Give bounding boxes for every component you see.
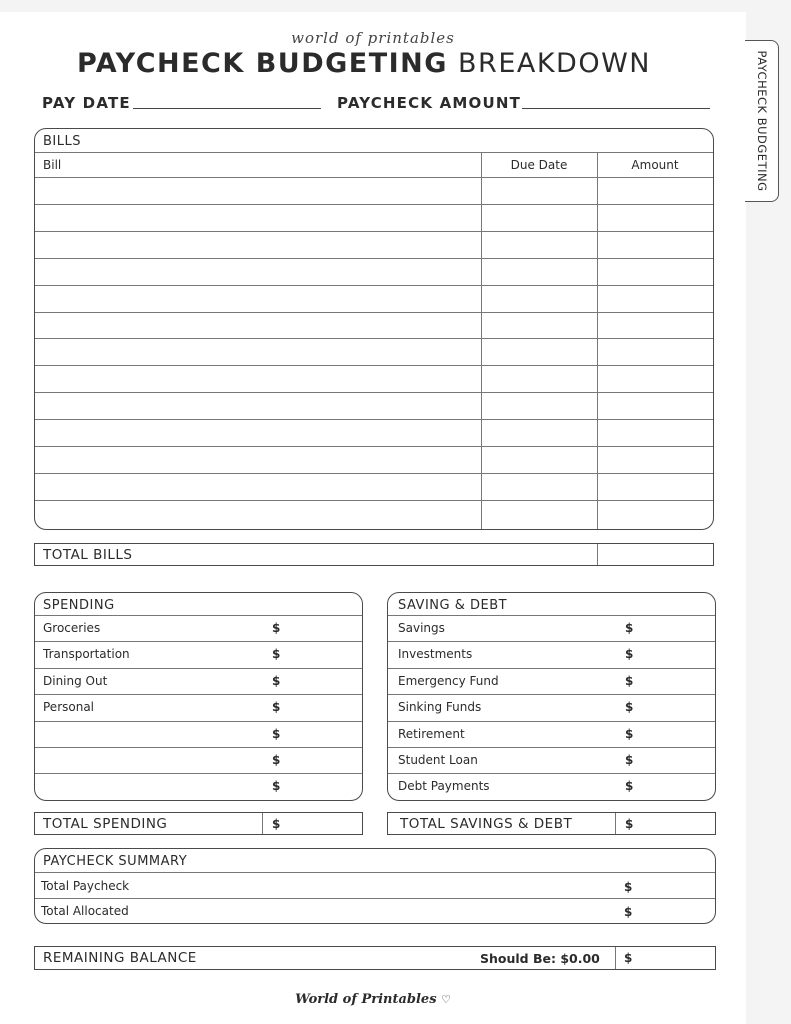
divider (35, 898, 715, 899)
pay-date-field[interactable] (133, 108, 321, 109)
dollar-sign: $ (625, 621, 634, 635)
dollar-sign: $ (272, 779, 281, 794)
summary-total-paycheck-label: Total Paycheck (41, 879, 130, 893)
side-tab-label: PAYCHECK BUDGETING (754, 50, 769, 192)
total-bills-row (34, 543, 714, 566)
list-item[interactable] (388, 747, 715, 773)
total-bills-label: TOTAL BILLS (43, 547, 133, 563)
list-item[interactable] (388, 641, 715, 667)
spending-header: SPENDING (43, 598, 115, 613)
column-header-bill: Bill (43, 158, 62, 172)
list-item[interactable] (35, 668, 362, 694)
bill-row[interactable] (35, 204, 713, 231)
heart-icon: ♡ (441, 993, 451, 1006)
pay-date-label: PAY DATE (42, 94, 131, 112)
dollar-sign: $ (625, 647, 634, 662)
paycheck-summary-table (34, 848, 716, 924)
paycheck-amount-field[interactable] (522, 108, 710, 109)
bill-row[interactable] (35, 446, 713, 473)
should-be-note: Should Be: $0.00 (480, 951, 600, 966)
divider (35, 872, 715, 873)
divider (615, 947, 616, 969)
list-item[interactable] (35, 721, 362, 747)
list-item[interactable] (388, 721, 715, 747)
dollar-sign: $ (272, 700, 281, 715)
dollar-sign: $ (624, 951, 633, 965)
bills-table (34, 128, 714, 530)
title-bold: PAYCHECK BUDGETING (76, 48, 448, 79)
list-item[interactable] (388, 694, 715, 720)
item-label: Retirement (398, 726, 465, 741)
list-item[interactable] (388, 615, 715, 641)
dollar-sign: $ (624, 905, 633, 919)
bill-row[interactable] (35, 500, 713, 527)
dollar-sign: $ (272, 817, 281, 831)
dollar-sign: $ (624, 880, 633, 894)
title-light: BREAKDOWN (458, 48, 651, 79)
bill-row[interactable] (35, 419, 713, 446)
column-header-due-date: Due Date (510, 158, 568, 172)
remaining-balance-label: REMAINING BALANCE (43, 950, 197, 966)
bill-row[interactable] (35, 365, 713, 392)
bill-row[interactable] (35, 338, 713, 365)
summary-total-allocated-label: Total Allocated (41, 904, 129, 918)
item-label: Investments (398, 647, 473, 662)
total-savings-debt-label: TOTAL SAVINGS & DEBT (400, 816, 573, 832)
item-label: Transportation (43, 647, 130, 662)
bill-row[interactable] (35, 312, 713, 339)
item-label: Groceries (43, 621, 101, 635)
column-header-amount: Amount (631, 158, 679, 172)
item-label: Student Loan (398, 753, 478, 767)
dollar-sign: $ (272, 647, 281, 662)
bill-row[interactable] (35, 231, 713, 258)
bill-row[interactable] (35, 285, 713, 312)
divider (262, 813, 263, 834)
list-item[interactable] (388, 773, 715, 799)
dollar-sign: $ (272, 726, 281, 741)
item-label: Debt Payments (398, 779, 490, 794)
bill-row[interactable] (35, 473, 713, 500)
dollar-sign: $ (625, 726, 634, 741)
dollar-sign: $ (625, 700, 634, 715)
divider (615, 813, 616, 834)
list-item[interactable] (35, 773, 362, 799)
paycheck-amount-label: PAYCHECK AMOUNT (337, 94, 522, 112)
item-label: Personal (43, 700, 95, 715)
dollar-sign: $ (625, 673, 634, 688)
brand-script: world of printables (291, 29, 455, 47)
item-label: Sinking Funds (398, 700, 482, 715)
divider (35, 152, 713, 153)
bill-row[interactable] (35, 392, 713, 419)
page-title (0, 48, 728, 79)
bill-row[interactable] (35, 177, 713, 204)
item-label: Dining Out (43, 673, 108, 688)
footer-brand-text: World of Printables (295, 992, 437, 1007)
side-tab[interactable] (745, 40, 779, 202)
list-item[interactable] (35, 747, 362, 773)
paycheck-summary-header: PAYCHECK SUMMARY (43, 854, 188, 869)
dollar-sign: $ (625, 779, 634, 794)
dollar-sign: $ (625, 753, 634, 767)
item-label: Emergency Fund (398, 673, 499, 688)
total-savings-debt-row (387, 812, 716, 835)
list-item[interactable] (35, 694, 362, 720)
total-spending-row (34, 812, 363, 835)
bills-header: BILLS (43, 134, 81, 149)
item-label: Savings (398, 621, 445, 635)
remaining-balance-row (34, 946, 716, 970)
list-item[interactable] (35, 615, 362, 641)
dollar-sign: $ (625, 817, 634, 831)
dollar-sign: $ (272, 673, 281, 688)
saving-debt-header: SAVING & DEBT (398, 598, 508, 613)
total-spending-label: TOTAL SPENDING (43, 816, 168, 832)
divider (597, 544, 598, 565)
list-item[interactable] (35, 641, 362, 667)
list-item[interactable] (388, 668, 715, 694)
saving-debt-table (387, 592, 716, 801)
dollar-sign: $ (272, 753, 281, 767)
footer-brand (0, 992, 746, 1007)
bill-row[interactable] (35, 258, 713, 285)
dollar-sign: $ (272, 621, 281, 635)
spending-table (34, 592, 363, 801)
